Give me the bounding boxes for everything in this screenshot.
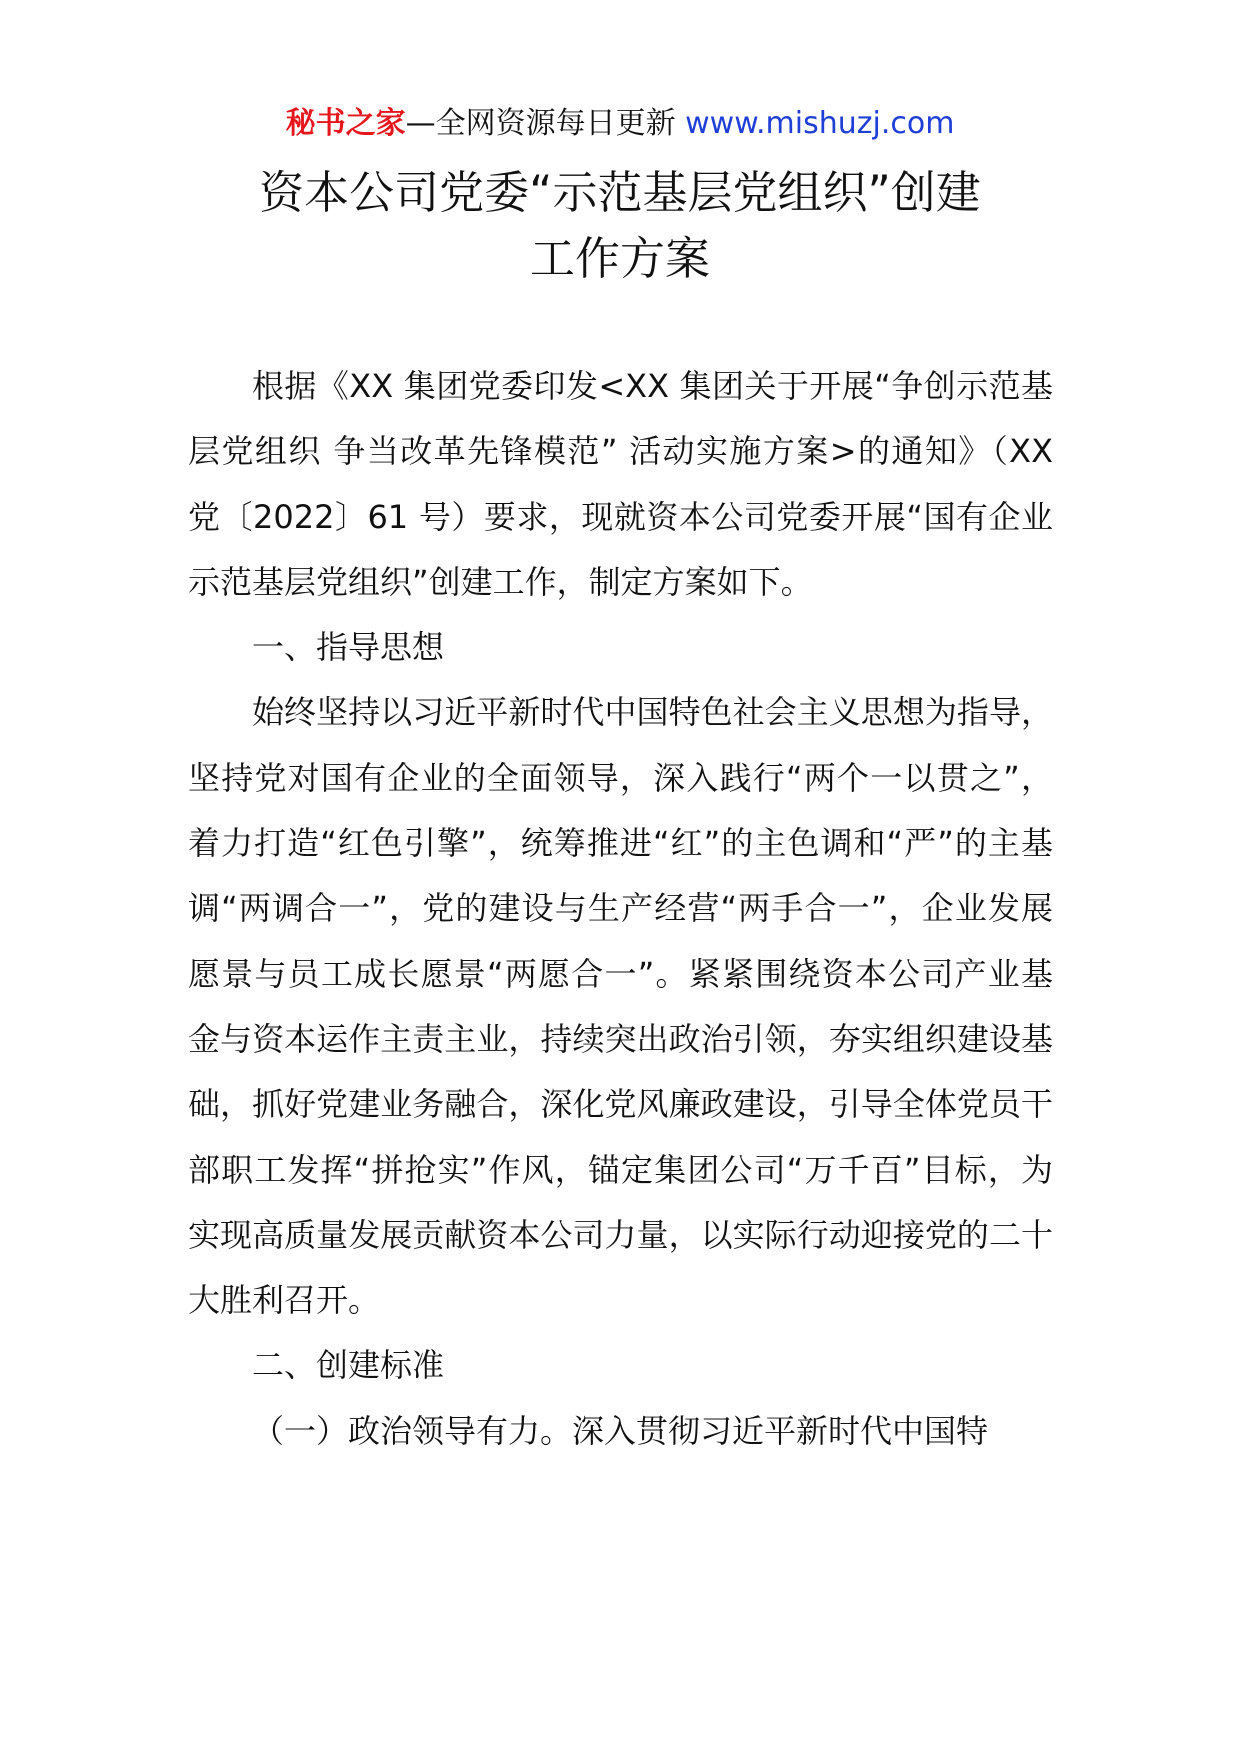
- document-body: [188, 354, 1053, 1464]
- document-title-line1: 资本公司党委“示范基层党组织”创建: [259, 166, 981, 219]
- site-url-link[interactable]: www.mishuzj.com: [685, 106, 955, 141]
- site-brand: 秘书之家: [285, 106, 406, 141]
- guiding-ideology-paragraph: 始终坚持以习近平新时代中国特色社会主义思想为指导，坚持党对国有企业的全面领导，深入践行“两个一以贯之”，着力打造“红色引擎”，统筹推进“红”的主色调和“严”的主基调“两调合一”，党的建设与生产经营“两手合一”，企业发展愿景与员工成长愿景“两愿合一”。紧紧围绕资本公司产业基金与资本运作主责主业，持续突出政治引领，夯实组织建设基础，抓好党建业务融合，深化党风廉政建设，引导全体党员干部职工发挥“拼抢实”作风，锚定集团公司“万千百”目标，为实现高质量发展贡献资本公司力量，以实际行动迎接党的二十大胜利召开。: [188, 693, 1053, 1320]
- document-title: [0, 160, 1240, 292]
- document-title-line2: 工作方案: [529, 232, 710, 285]
- intro-paragraph: 根据《XX 集团党委印发<XX 集团关于开展“争创示范基层党组织 争当改革先锋模范” 活动实施方案>的通知》（XX 党〔2022〕61 号）要求，现就资本公司党委开展“国有企业示范基层党组织”创建工作，制定方案如下。: [188, 367, 1053, 601]
- standards-item-1-paragraph: （一）政治领导有力。深入贯彻习近平新时代中国特: [252, 1411, 989, 1450]
- section-heading-guiding-ideology: 一、指导思想: [252, 628, 445, 667]
- site-header: [0, 102, 1240, 146]
- site-slogan: —全网资源每日更新: [405, 106, 676, 141]
- section-heading-standards: 二、创建标准: [252, 1346, 445, 1385]
